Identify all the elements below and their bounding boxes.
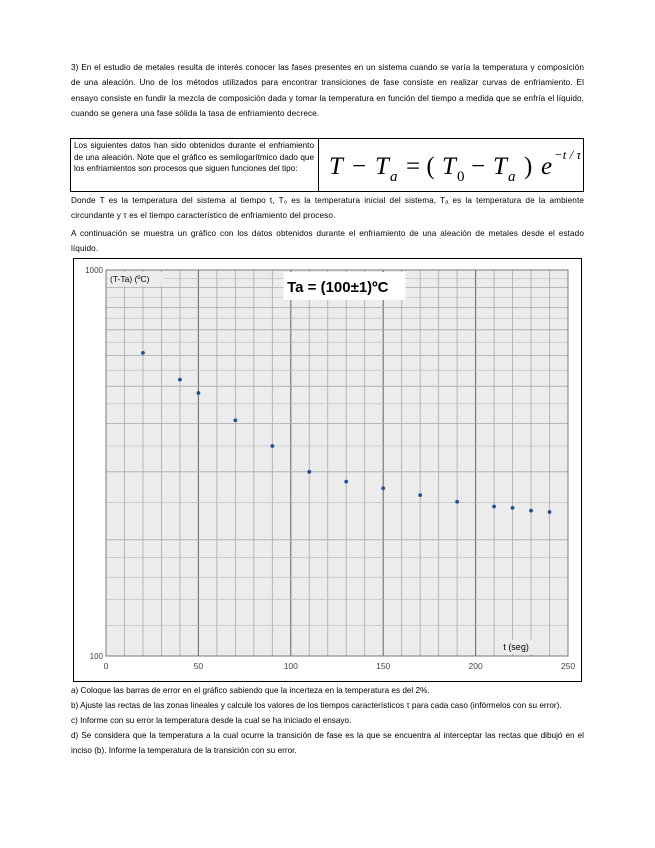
cooling-chart (73, 258, 582, 682)
formula-exponent: −t / τ (554, 147, 581, 162)
variable-definitions: Donde T es la temperatura del sistema al tiempo t, T₀ es la temperatura inicial del sistema, Tₐ es la temperatura de la ambiente circundante y τ es el tiempo característico de enfriamiento del proceso. (71, 196, 584, 221)
formula-Ta2: T (493, 153, 507, 180)
formula-box-divider (318, 139, 319, 191)
x-tick-label: 100 (283, 661, 298, 671)
chart-intro: A continuación se muestra un gráfico con los datos obtenidos durante el enfriamiento de una aleación de metales desde el estado líquido. (71, 229, 584, 254)
data-point (344, 480, 348, 484)
formula-e: e (541, 153, 553, 180)
x-tick-label: 150 (376, 661, 391, 671)
data-point (548, 510, 552, 514)
data-point (141, 351, 145, 355)
formula-close-paren: ) (524, 153, 533, 180)
data-point (529, 509, 533, 513)
question-b: b) Ajuste las rectas de las zonas lineales y calcule los valores de los tiempos característicos τ para cada caso (infórmelos con su error). (71, 701, 562, 711)
y-tick-label: 100 (89, 652, 103, 661)
y-tick-label: 1000 (85, 266, 103, 275)
question-d: d) Se considera que la temperatura a la cual ocurre la transición de fase es la que se encuentra al interceptar las rectas que dibujó en el inciso (b). Informe la temperatura de la transición con su error. (71, 731, 584, 756)
formula-T0-sub: 0 (457, 169, 465, 185)
data-point (381, 486, 385, 490)
x-axis-label: t (seg) (503, 642, 529, 652)
data-point (455, 500, 459, 504)
formula-Ta: T (375, 153, 389, 180)
annotation-ta: Ta = (100±1)ºC (287, 279, 389, 296)
data-point (307, 470, 311, 474)
x-tick-label: 50 (193, 661, 204, 671)
data-point (418, 493, 422, 497)
questions (71, 683, 584, 758)
formula-box-text: Los siguientes datos han sido obtenidos durante el enfriamiento de una aleación. Note que el gráfico es semilogarítmico dado que los enfriamientos son procesos que siguen funciones del tipo: (74, 141, 314, 174)
formula-box (70, 138, 584, 192)
x-tick-label: 200 (468, 661, 483, 671)
formula-T: T (329, 153, 343, 180)
question-c: c) Informe con su error la temperatura desde la cual se ha iniciado el ensayo. (71, 716, 352, 726)
formula-Ta-sub: a (390, 169, 398, 185)
cooling-chart-svg (74, 259, 581, 681)
cooling-formula (329, 143, 581, 189)
formula-minus2: − (471, 153, 486, 180)
formula-T0: T (442, 153, 456, 180)
data-point (178, 378, 182, 382)
x-tick-label: 0 (103, 661, 109, 671)
formula-equals: = ( (406, 153, 435, 180)
data-point (197, 391, 201, 395)
question-a: a) Coloque las barras de error en el gráfico sabiendo que la incerteza en la temperatura es del 2%. (71, 686, 430, 695)
data-point (270, 444, 274, 448)
formula-Ta2-sub: a (508, 169, 516, 185)
formula-minus: − (352, 153, 367, 180)
problem-intro: 3) En el estudio de metales resulta de interés conocer las fases presentes en un sistema cuando se varía la temperatura y composición de una aleación. Uno de los métodos utilizados para encontrar transiciones de fase consiste en realizar curvas de enfriamiento. El ensayo consiste en fundir la mezcla de composición dada y tomar la temperatura en función del tiempo a medida que se enfría el líquido, cuando se genera una fase sólida la tasa de enfriamiento decrece. (71, 63, 584, 119)
plot-area (106, 270, 568, 656)
data-point (492, 505, 496, 509)
data-point (233, 418, 237, 422)
y-axis-label: (T-Ta) (ºC) (110, 274, 150, 284)
data-point (511, 506, 515, 510)
x-tick-label: 250 (560, 661, 576, 671)
